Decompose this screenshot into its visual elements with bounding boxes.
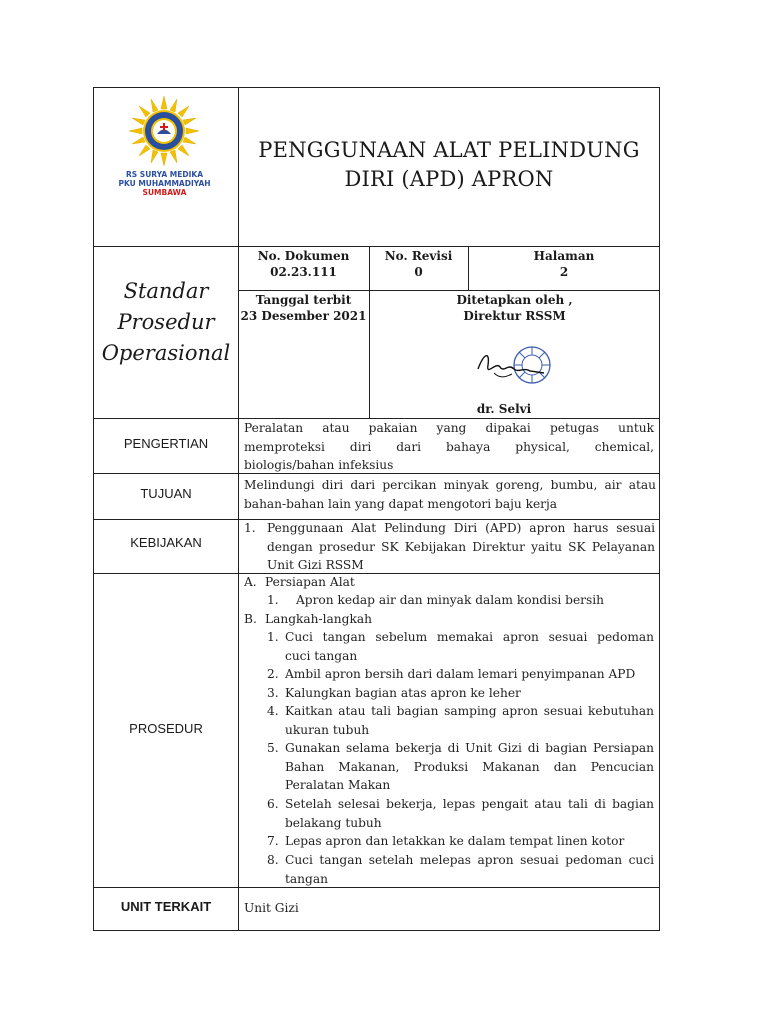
logo-text-org: PKU MUHAMMADIYAH — [118, 179, 211, 188]
list-item: Lepas apron dan letakkan ke dalam tempat linen kotor — [285, 834, 625, 848]
sop-line: Operasional — [101, 341, 231, 365]
sun-emblem-icon — [117, 95, 212, 167]
text-line: Peralatan Makan — [285, 778, 391, 792]
list-item: Kalungkan bagian atas apron ke leher — [285, 686, 521, 700]
list-heading: Persiapan Alat — [265, 575, 355, 589]
issue-date-value: 23 Desember 2021 — [240, 309, 367, 323]
text-line: bahan-bahan lain yang dapat mengotori baju kerja — [244, 496, 558, 511]
sop-line: Prosedur — [117, 310, 215, 334]
text-line: Cuci tangan sebelum memakai apron sesuai pedoman — [285, 630, 654, 644]
list-marker: 5. — [267, 741, 279, 755]
issue-date-label: Tanggal terbit — [255, 293, 352, 307]
list-marker: 4. — [267, 704, 279, 718]
page-value: 2 — [559, 265, 569, 279]
approval-line: Ditetapkan oleh , — [456, 293, 573, 307]
column-divider — [238, 88, 239, 931]
text-line: Penggunaan Alat Pelindung Diri (APD) apron harus sesuai — [267, 521, 655, 535]
text-line: Gunakan selama bekerja di Unit Gizi di bagian Persiapan — [285, 741, 654, 755]
sop-label — [94, 276, 238, 369]
list-item: Apron kedap air dan minyak dalam kondisi bersih — [296, 593, 605, 607]
revision-label: No. Revisi — [384, 249, 453, 263]
text-line: Cuci tangan setelah melepas apron sesuai pedoman cuci — [285, 853, 654, 867]
page-cell — [468, 248, 660, 280]
approval-line: Direktur RSSM — [463, 309, 566, 323]
list-item: Ambil apron bersih dari dalam lemari penyimpanan APD — [285, 667, 636, 681]
section-label-tujuan: TUJUAN — [140, 486, 192, 501]
row-divider — [238, 290, 660, 291]
text-line: ukuran tubuh — [285, 722, 370, 737]
text-line: Bahan Makanan, Produksi Makanan dan Pencucian — [285, 759, 654, 774]
logo-text-name: RS SURYA MEDIKA — [126, 170, 203, 179]
list-marker: A. — [244, 575, 257, 589]
doc-number-label: No. Dokumen — [257, 249, 350, 263]
list-marker: 6. — [267, 797, 279, 811]
tujuan-text — [244, 476, 656, 513]
pengertian-text — [244, 419, 654, 475]
section-label-prosedur: PROSEDUR — [129, 721, 203, 736]
page-title — [239, 136, 659, 194]
signer-name: dr. Selvi — [476, 402, 532, 416]
list-item — [285, 851, 654, 888]
revision-value: 0 — [414, 265, 423, 279]
list-marker: 1. — [267, 630, 279, 644]
list-item — [285, 795, 654, 832]
text-line: Kaitkan atau tali bagian samping apron sesuai kebutuhan — [285, 704, 654, 718]
text-line: belakang tubuh — [285, 815, 382, 830]
list-item — [285, 702, 654, 739]
list-marker: 7. — [267, 834, 279, 848]
issue-date-cell — [238, 292, 369, 324]
text-line: Unit Gizi RSSM — [267, 558, 364, 572]
list-heading: Langkah-langkah — [265, 612, 372, 626]
text-line: Melindungi diri dari percikan minyak goreng, bumbu, air atau — [244, 478, 656, 492]
revision-cell — [369, 248, 468, 280]
kebijakan-text — [267, 519, 655, 575]
title-line: PENGGUNAAN ALAT PELINDUNG — [258, 138, 640, 162]
text-line: Setelah selesai bekerja, lepas pengait atau tali di bagian — [285, 797, 654, 811]
list-item — [285, 628, 654, 665]
kebijakan-number: 1. — [244, 521, 256, 535]
list-item — [285, 739, 654, 795]
logo-text-city: SUMBAWA — [142, 188, 187, 197]
page-label: Halaman — [533, 249, 595, 263]
text-line: dengan prosedur SK Kebijakan Direktur yaitu SK Pelayanan — [267, 539, 655, 554]
text-line: memproteksi diri dari bahaya physical, chemical, — [244, 439, 654, 454]
list-marker: 2. — [267, 667, 279, 681]
list-marker: 3. — [267, 686, 279, 700]
list-marker: 8. — [267, 853, 279, 867]
list-marker: 1. — [267, 593, 279, 607]
list-marker: B. — [244, 612, 257, 626]
sop-document — [93, 87, 660, 931]
text-line: tangan — [285, 871, 328, 886]
unit-terkait-value: Unit Gizi — [244, 901, 299, 915]
sop-line: Standar — [123, 279, 209, 303]
text-line: Peralatan atau pakaian yang dipakai petugas untuk — [244, 421, 654, 435]
hospital-logo — [117, 95, 212, 215]
doc-number-value: 02.23.111 — [270, 265, 337, 279]
section-label-pengertian: PENGERTIAN — [123, 436, 209, 451]
section-label-kebijakan: KEBIJAKAN — [130, 535, 202, 550]
doc-number-cell — [238, 248, 369, 280]
text-line: biologis/bahan infeksius — [244, 458, 394, 472]
row-divider — [94, 246, 660, 247]
text-line: cuci tangan — [285, 648, 358, 663]
section-label-unit-terkait: UNIT TERKAIT — [120, 899, 212, 914]
signature-stamp-icon — [474, 343, 564, 393]
approval-cell — [369, 292, 660, 324]
title-line: DIRI (APD) APRON — [344, 167, 554, 191]
